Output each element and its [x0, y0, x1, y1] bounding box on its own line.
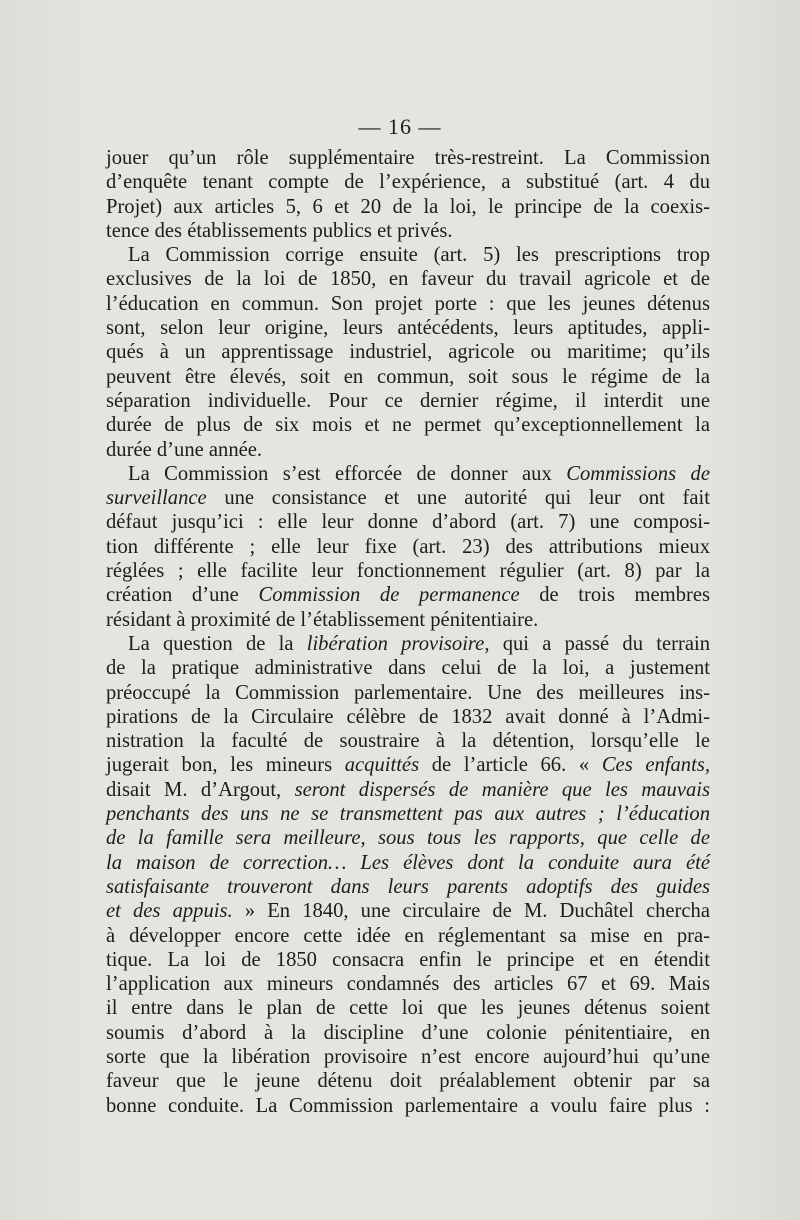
text-line [106, 729, 710, 753]
italic-text: penchants des uns ne se transmettent pas aux autres ; l’éducation [106, 803, 710, 826]
text-line [106, 510, 710, 534]
text-segment: d’enquête tenant compte de l’expérience, a substitué (art. 4 du [106, 171, 710, 194]
text-segment: il entre dans le plan de cette loi que les jeunes détenus soient [106, 997, 710, 1020]
text-segment: tion différente ; elle leur fixe (art. 23) des attributions mieux [106, 535, 710, 558]
text-line [106, 681, 710, 705]
italic-text: surveillance [106, 487, 207, 510]
text-segment: réglées ; elle facilite leur fonctionnement régulier (art. 8) par la [106, 560, 710, 583]
text-line [106, 1069, 710, 1093]
text-line [106, 535, 710, 559]
text-segment: tique. La loi de 1850 consacra enfin le principe et en étendit [106, 948, 710, 971]
text-segment: préoccupé la Commission parlementaire. Une des meilleures ins- [106, 681, 710, 704]
text-line [106, 340, 710, 364]
text-line [106, 413, 710, 437]
text-line [106, 632, 710, 656]
text-segment: défaut jusqu’ici : elle leur donne d’abord (art. 7) une composi- [106, 511, 710, 534]
text-line [106, 1094, 710, 1118]
text-segment: nistration la faculté de soustraire à la détention, lorsqu’elle le [106, 730, 710, 753]
text-line [106, 1021, 710, 1045]
text-line [106, 243, 710, 267]
text-segment: de la pratique administrative dans celui de la loi, a justement [106, 657, 710, 680]
italic-text: satisfaisante trouveront dans leurs parents adoptifs des guides [106, 875, 710, 898]
text-line [106, 462, 710, 486]
text-line [106, 365, 710, 389]
text-segment: tence des établissements publics et privés. [106, 219, 453, 242]
text-segment: résidant à proximité de l’établissement pénitentiaire. [106, 608, 539, 631]
text-segment: qués à un apprentissage industriel, agricole ou maritime; qu’ils [106, 341, 710, 364]
text-segment: l’application aux mineurs condamnés des articles 67 et 69. Mais [106, 973, 710, 996]
text-line [106, 486, 710, 510]
text-segment: » En 1840, une circulaire de M. Duchâtel chercha [232, 900, 710, 923]
text-segment: sorte que la libération provisoire n’est encore aujourd’hui qu’une [106, 1045, 710, 1068]
text-line [106, 219, 710, 243]
italic-text: de la famille sera meilleure, sous tous les rapports, que celle de [106, 827, 710, 850]
italic-text: seront dispersés de manière que les mauvais [294, 778, 710, 801]
italic-text: acquittés [344, 754, 420, 777]
text-segment: soumis d’abord à la discipline d’une colonie pénitentiaire, en [106, 1021, 710, 1044]
text-line [106, 705, 710, 729]
text-segment: bonne conduite. La Commission parlementaire a voulu faire plus : [106, 1094, 710, 1117]
text-segment: séparation individuelle. Pour ce dernier régime, il interdit une [106, 389, 710, 412]
text-line [106, 996, 710, 1020]
text-segment: jugerait bon, les mineurs [106, 754, 345, 777]
text-segment: , qui a passé du terrain [484, 632, 710, 655]
text-line [106, 608, 710, 632]
italic-text: et des appuis. [106, 900, 233, 923]
text-segment: durée de plus de six mois et ne permet qu’exceptionnellement la [106, 414, 710, 437]
italic-text: la maison de correction… Les élèves dont la conduite aura été [106, 851, 710, 874]
italic-text: libération provisoire [306, 632, 485, 655]
text-line [106, 899, 710, 923]
text-segment: faveur que le jeune détenu doit préalablement obtenir par sa [106, 1070, 710, 1093]
text-segment: La Commission corrige ensuite (art. 5) les prescriptions trop [128, 244, 710, 267]
text-line [106, 851, 710, 875]
text-segment: de l’article 66. « [419, 754, 602, 777]
text-line [106, 875, 710, 899]
text-segment: création d’une [106, 584, 259, 607]
page-number: — 16 — [358, 114, 442, 139]
text-segment: La question de la [128, 632, 307, 655]
text-segment: La Commission s’est efforcée de donner aux [128, 462, 567, 485]
text-line [106, 389, 710, 413]
text-line [106, 948, 710, 972]
text-segment: sont, selon leur origine, leurs antécédents, leurs aptitudes, appli- [106, 317, 710, 340]
text-line [106, 170, 710, 194]
text-line [106, 292, 710, 316]
text-line [106, 802, 710, 826]
text-segment: de trois membres [519, 584, 710, 607]
text-line [106, 195, 710, 219]
text-line [106, 1045, 710, 1069]
body-text [106, 146, 710, 1118]
text-line [106, 826, 710, 850]
text-line [106, 316, 710, 340]
text-line [106, 438, 710, 462]
text-segment: disait M. d’Argout, [106, 778, 295, 801]
text-segment: exclusives de la loi de 1850, en faveur du travail agricole et de [106, 268, 710, 291]
text-line [106, 972, 710, 996]
text-line [106, 753, 710, 777]
text-segment: l’éducation en commun. Son projet porte : que les jeunes détenus [106, 292, 710, 315]
text-segment: pirations de la Circulaire célèbre de 1832 avait donné à l’Admi- [106, 705, 710, 728]
text-segment: durée d’une année. [106, 438, 263, 461]
text-line [106, 778, 710, 802]
text-segment: Projet) aux articles 5, 6 et 20 de la loi, le principe de la coexis- [106, 195, 710, 218]
text-line [106, 146, 710, 170]
italic-text: Commissions de [566, 462, 710, 485]
italic-text: Commission de permanence [258, 584, 520, 607]
italic-text: Ces enfants, [601, 754, 710, 777]
text-line [106, 267, 710, 291]
text-line [106, 583, 710, 607]
text-segment: une consistance et une autorité qui leur ont fait [206, 487, 710, 510]
text-line [106, 656, 710, 680]
text-segment: à développer encore cette idée en réglementant sa mise en pra- [106, 924, 710, 947]
text-line [106, 559, 710, 583]
text-segment: peuvent être élevés, soit en commun, soit sous le régime de la [106, 365, 710, 388]
text-line [106, 924, 710, 948]
text-segment: jouer qu’un rôle supplémentaire très-restreint. La Commission [106, 147, 710, 169]
